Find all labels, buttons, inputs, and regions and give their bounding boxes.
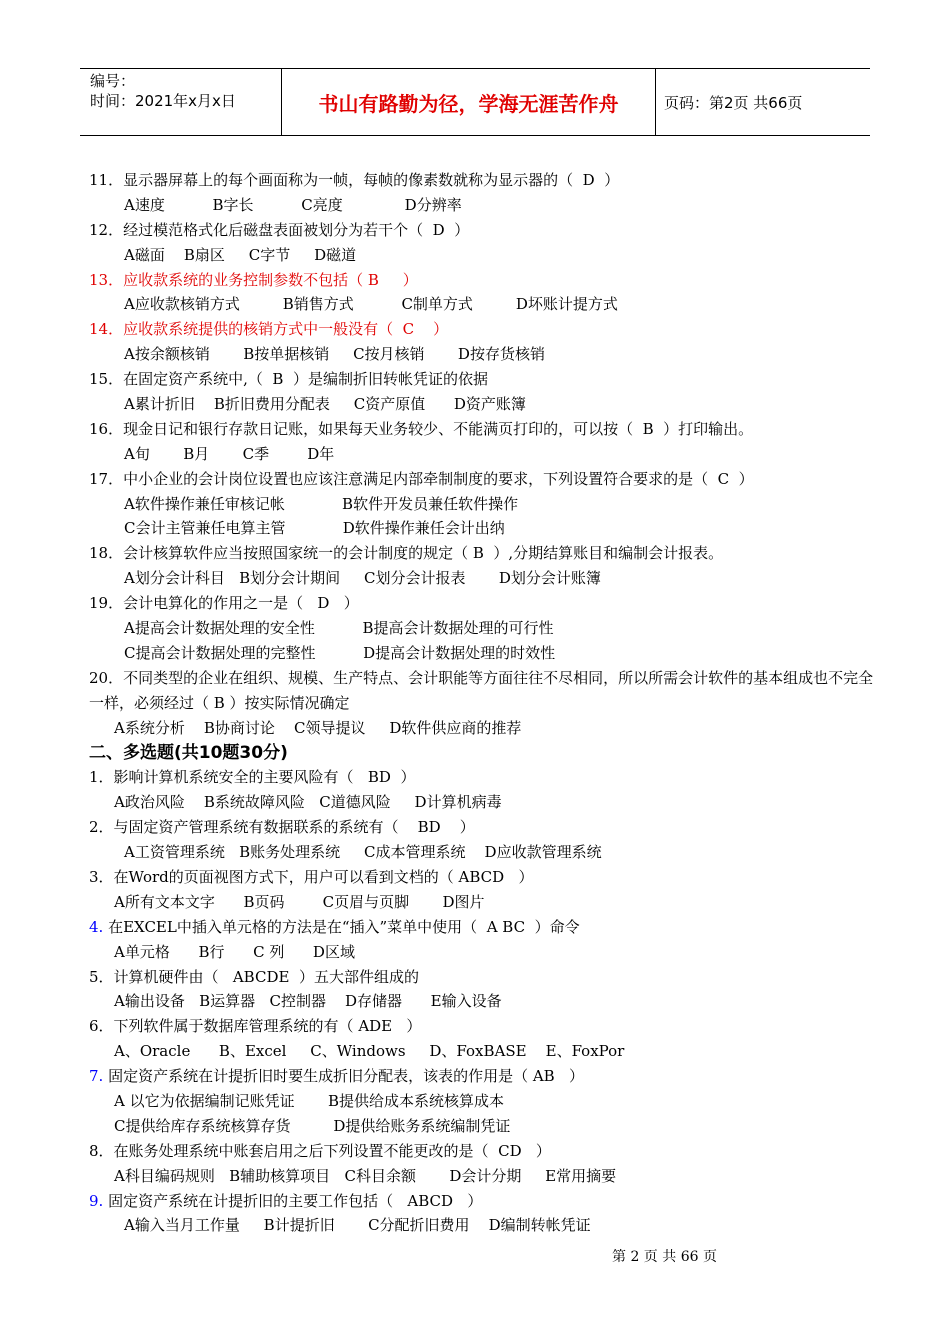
- moptions-7a: A 以它为依据编制记账凭证 B提供给成本系统核算成本: [114, 1091, 505, 1110]
- mquestion-text: 在EXCEL中插入单元格的方法是在“插入”菜单中使用（ A BC ）命令: [103, 917, 580, 936]
- mquestion-2: [89, 815, 879, 840]
- mquestion-number: 6．: [89, 1017, 114, 1036]
- mquestion-number: 9.: [89, 1191, 104, 1210]
- question-15: 15．在固定资产系统中,（ B ）是编制折旧转帐凭证的依据: [89, 370, 488, 389]
- section-title-multi: 二、多选题(共10题30分): [89, 742, 288, 763]
- mquestion-8: [89, 1139, 879, 1164]
- moptions-3: A所有文本文字 B页码 C页眉与页脚 D图片: [114, 892, 485, 911]
- mquestion-text: 在账务处理系统中账套启用之后下列设置不能更改的是（ CD ）: [113, 1141, 551, 1160]
- page-header: [80, 68, 870, 136]
- options-19a: A提高会计数据处理的安全性 B提高会计数据处理的可行性: [124, 619, 554, 638]
- moptions-1: A政治风险 B系统故障风险 C道德风险 D计算机病毒: [114, 793, 502, 812]
- question-12: 12．经过模范格式化后磁盘表面被划分为若干个（ D ）: [89, 220, 470, 239]
- mquestion-number: 2．: [89, 818, 114, 837]
- question-20: 20．不同类型的企业在组织、规模、生产特点、会计职能等方面往往不尽相同，所以所需会计软件的基本组成也不完全一样，必须经过（ B ）按实际情况确定: [89, 668, 874, 712]
- header-motto: 书山有路勤为径，学海无涯苦作舟: [282, 69, 656, 135]
- mquestion-text: 计算机硬件由（ ABCDE ）五大部件组成的: [113, 967, 419, 986]
- mquestion-text: 固定资产系统在计提折旧的主要工作包括（ ABCD ）: [103, 1191, 483, 1210]
- mquestion-6: [89, 1014, 879, 1039]
- question-14: 14．应收款系统提供的核销方式中一般没有（ C ）: [89, 320, 449, 339]
- mquestion-number: 4.: [89, 917, 104, 936]
- mquestion-3: [89, 865, 879, 890]
- question-19: 19．会计电算化的作用之一是（ D ）: [89, 594, 359, 613]
- mquestion-text: 下列软件属于数据库管理系统的有（ ADE ）: [113, 1017, 422, 1036]
- moptions-4: A单元格 B行 C 列 D区域: [114, 942, 355, 961]
- options-11: A速度 B字长 C亮度 D分辨率: [124, 195, 462, 214]
- mquestion-text: 在Word的页面视图方式下，用户可以看到文档的（ ABCD ）: [113, 867, 534, 886]
- mquestion-5: [89, 965, 879, 990]
- options-18: A划分会计科目 B划分会计期间 C划分会计报表 D划分会计账簿: [124, 569, 601, 588]
- mquestion-number: 3．: [89, 867, 114, 886]
- mquestion-number: 5．: [89, 967, 114, 986]
- moptions-6: A、Oracle B、Excel C、Windows D、FoxBASE E、FoxPor: [114, 1042, 625, 1061]
- question-11: 11．显示器屏幕上的每个画面称为一帧，每帧的像素数就称为显示器的（ D ）: [89, 171, 620, 189]
- header-page-info: 页码：第2页 共66页: [664, 93, 803, 112]
- question-17: 17．中小企业的会计岗位设置也应该注意满足内部牵制制度的要求，下列设置符合要求的是（ C ）: [89, 469, 754, 488]
- options-13: A应收款核销方式 B销售方式 C制单方式 D坏账计提方式: [124, 295, 618, 314]
- question-16: 16．现金日记和银行存款日记账，如果每天业务较少、不能满页打印的，可以按（ B ）打印输出。: [89, 419, 754, 438]
- mquestion-4: [89, 915, 879, 940]
- moptions-7b: C提供给库存系统核算存货 D提供给账务系统编制凭证: [114, 1116, 511, 1135]
- options-12: A磁面 B扇区 C字节 D磁道: [124, 245, 357, 264]
- options-17a: A软件操作兼任审核记帐 B软件开发员兼任软件操作: [124, 494, 519, 513]
- mquestion-text: 影响计算机系统安全的主要风险有（ BD ）: [113, 768, 416, 787]
- header-meta: [80, 69, 282, 135]
- doc-code-label: 编号：: [90, 72, 136, 90]
- question-13: 13．应收款系统的业务控制参数不包括（ B ）: [89, 270, 418, 289]
- options-20: A系统分析 B协商讨论 C领导提议 D软件供应商的推荐: [114, 718, 522, 737]
- mquestion-number: 1．: [89, 768, 114, 787]
- page-footer: 第 2 页 共 66 页: [612, 1249, 717, 1265]
- mquestion-text: 固定资产系统在计提折旧时要生成折旧分配表，该表的作用是（ AB ）: [103, 1067, 585, 1086]
- options-19b: C提高会计数据处理的完整性 D提高会计数据处理的时效性: [124, 643, 556, 662]
- mquestion-9: [89, 1189, 879, 1214]
- mquestion-text: 与固定资产管理系统有数据联系的系统有（ BD ）: [113, 818, 475, 837]
- mquestion-7: [89, 1064, 879, 1089]
- moptions-9: A输入当月工作量 B计提折旧 C分配折旧费用 D编制转帐凭证: [124, 1216, 591, 1235]
- options-14: A按余额核销 B按单据核销 C按月核销 D按存货核销: [124, 345, 545, 364]
- question-18: 18．会计核算软件应当按照国家统一的会计制度的规定（ B ）,分期结算账目和编制会计报表。: [89, 544, 724, 563]
- options-16: A旬 B月 C季 D年: [124, 444, 335, 463]
- mquestion-number: 7.: [89, 1067, 104, 1086]
- mquestion-number: 8．: [89, 1141, 114, 1160]
- mquestion-1: [89, 765, 879, 790]
- moptions-8: A科目编码规则 B辅助核算项目 C科目余额 D会计分期 E常用摘要: [114, 1166, 617, 1185]
- moptions-5: A输出设备 B运算器 C控制器 D存储器 E输入设备: [114, 992, 502, 1011]
- options-17b: C会计主管兼任电算主管 D软件操作兼任会计出纳: [124, 519, 505, 538]
- document-body: [89, 168, 879, 1238]
- moptions-2: A工资管理系统 B账务处理系统 C成本管理系统 D应收款管理系统: [124, 843, 602, 862]
- options-15: A累计折旧 B折旧费用分配表 C资产原值 D资产账簿: [124, 395, 526, 414]
- doc-date: 时间：2021年x月x日: [90, 92, 236, 110]
